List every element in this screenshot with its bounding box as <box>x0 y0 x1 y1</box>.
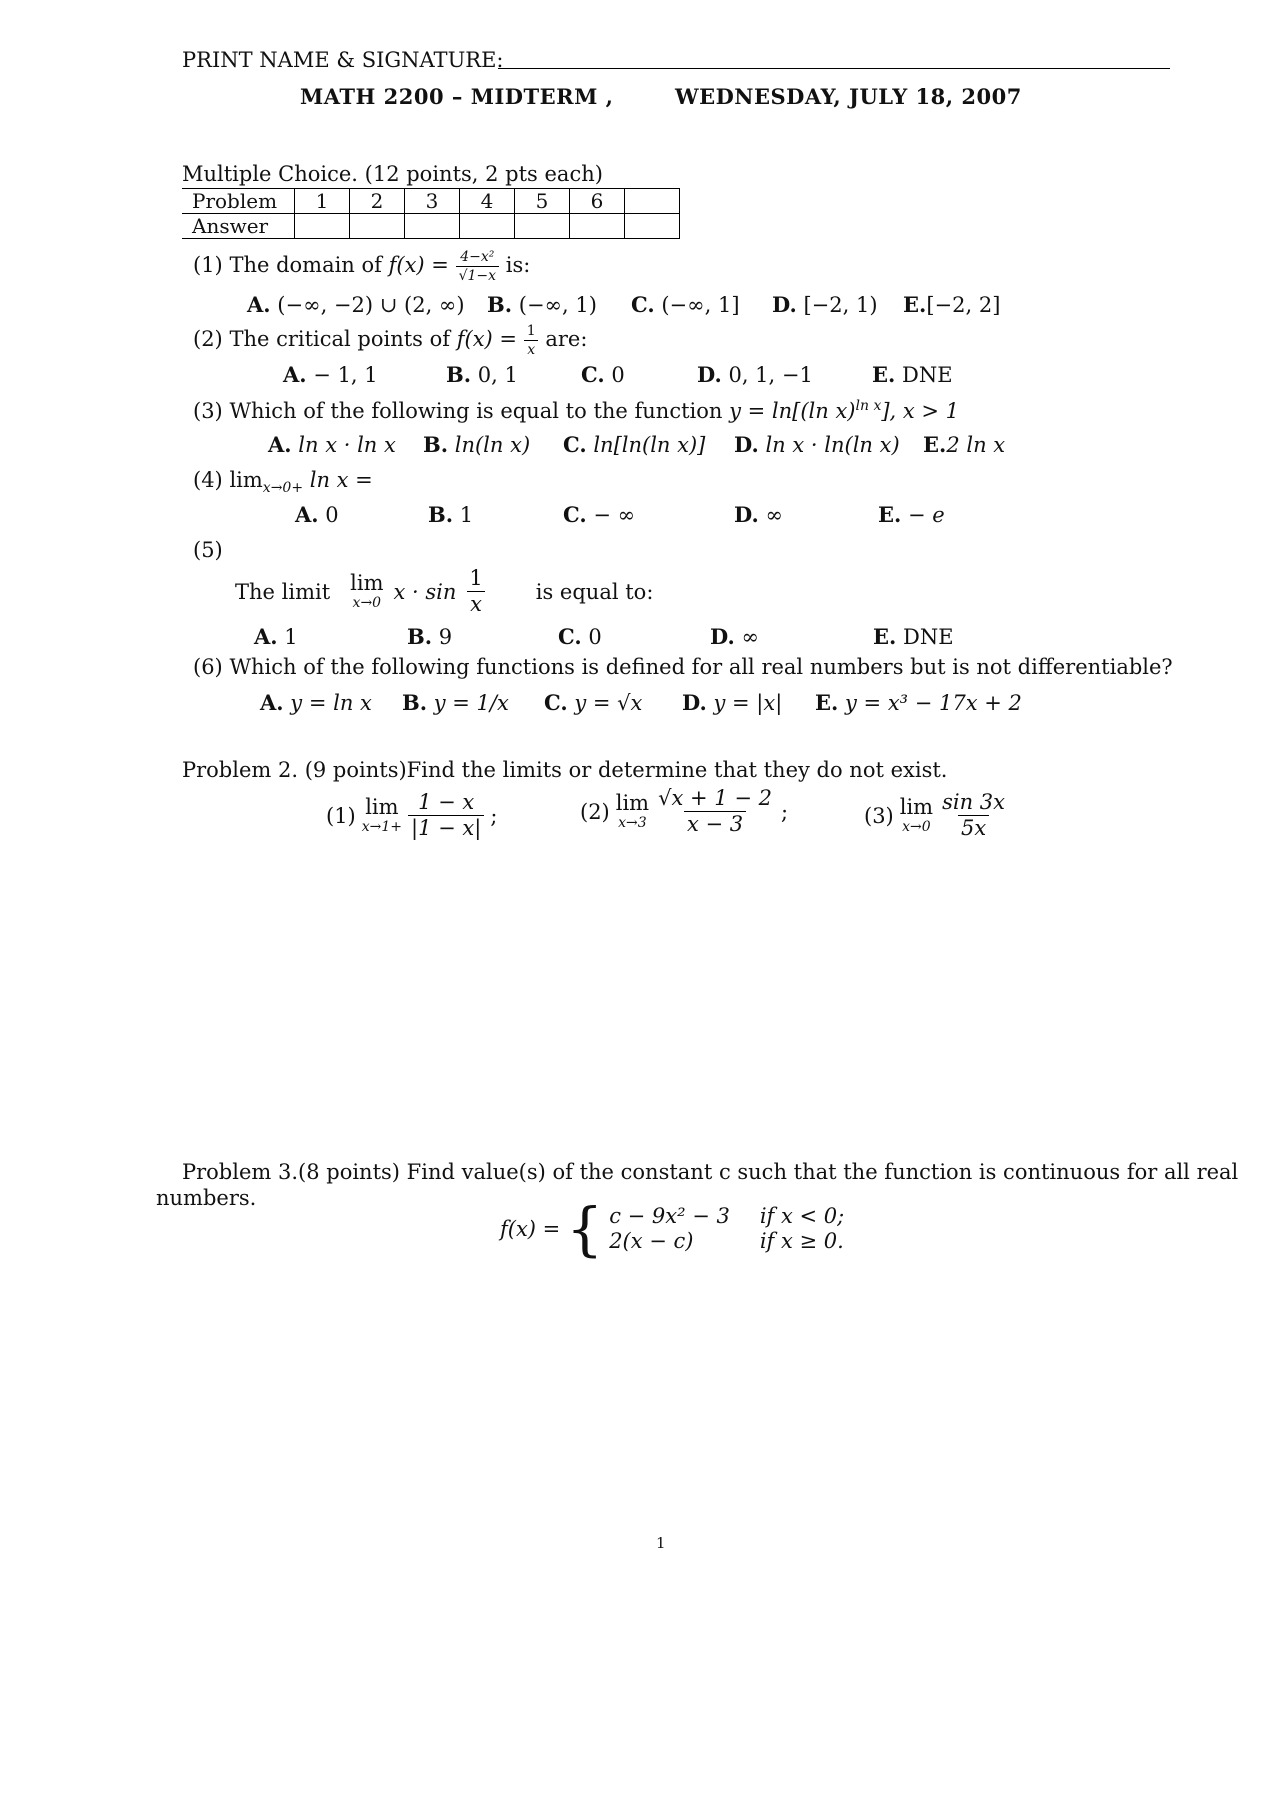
option-c[interactable] <box>563 502 635 527</box>
option-c[interactable] <box>563 432 705 457</box>
problem-2-part-3 <box>864 792 1008 839</box>
option-text: − ∞ <box>593 503 636 527</box>
option-a[interactable] <box>283 362 378 387</box>
fraction-numerator: √x + 1 − 2 <box>658 786 772 810</box>
limit-operator: lim x→3 <box>615 791 650 831</box>
problem-2-part-1 <box>326 792 497 839</box>
option-b[interactable] <box>428 502 473 527</box>
answer-cell[interactable] <box>570 214 625 239</box>
case-expression: 2(x − c) <box>609 1229 694 1253</box>
question-text: Which of the following is equal to the function <box>229 399 723 423</box>
cases-grid <box>609 1204 844 1254</box>
option-d[interactable] <box>772 292 878 317</box>
option-letter: A. <box>254 624 278 649</box>
fraction-denominator: |1 − x| <box>408 815 484 839</box>
fraction <box>939 792 1008 839</box>
question-4-stem <box>193 468 373 496</box>
question-number: (2) <box>193 327 223 351</box>
question-6-stem <box>193 655 1173 679</box>
option-d[interactable] <box>734 502 783 527</box>
option-d[interactable] <box>710 624 759 649</box>
option-letter: C. <box>544 690 568 715</box>
table-row-label: Problem <box>182 189 295 214</box>
option-letter: C. <box>563 432 587 457</box>
table-header-cell <box>625 189 680 214</box>
case-expression: c − 9x² − 3 <box>609 1203 730 1228</box>
option-b[interactable] <box>402 690 509 715</box>
course-title: MATH 2200 – MIDTERM , <box>300 84 614 109</box>
question-text: is equal to: <box>535 579 654 604</box>
piecewise-function <box>500 1195 845 1263</box>
problem-3-heading-cont: numbers. <box>156 1186 257 1210</box>
option-text: (−∞, 1) <box>518 293 597 317</box>
function-label: f(x) = <box>388 253 449 277</box>
option-letter: D. <box>710 624 735 649</box>
math-expression: y = ln[(ln x)$^{ln x}$], x > 1 <box>729 398 960 423</box>
option-a[interactable] <box>295 502 339 527</box>
problem-2-heading: Problem 2. (9 points)Find the limits or determine that they do not exist. <box>182 758 948 782</box>
option-text: y = ln x <box>290 691 372 715</box>
part-terminator: ; <box>780 799 789 824</box>
option-a[interactable] <box>268 432 396 457</box>
problem-2-part-2 <box>580 788 788 835</box>
option-text: ln(ln x) <box>454 433 531 457</box>
option-letter: D. <box>734 502 759 527</box>
option-text: 0, 1 <box>477 363 518 387</box>
option-text: [−2, 1) <box>803 293 878 317</box>
fraction <box>524 324 539 357</box>
option-c[interactable] <box>631 292 740 317</box>
option-text: ∞ <box>741 625 759 649</box>
option-letter: C. <box>563 502 587 527</box>
option-letter: B. <box>487 292 513 317</box>
option-text: (−∞, 1] <box>661 293 740 317</box>
option-letter: E. <box>878 502 902 527</box>
option-letter: B. <box>446 362 472 387</box>
question-text: are: <box>545 327 588 351</box>
option-letter: E. <box>923 432 947 457</box>
option-b[interactable] <box>407 624 452 649</box>
limit-operator: lim x→0 <box>350 571 384 611</box>
question-text: The domain of <box>229 253 382 277</box>
fraction-denominator: x <box>524 340 538 357</box>
option-b[interactable] <box>423 432 530 457</box>
option-text: DNE <box>903 625 954 649</box>
table-header-cell: 2 <box>350 189 405 214</box>
option-text: ln x · ln(ln x) <box>765 433 900 457</box>
option-letter: D. <box>772 292 797 317</box>
option-letter: C. <box>581 362 605 387</box>
table-header-cell: 4 <box>460 189 515 214</box>
table-header-cell: 1 <box>295 189 350 214</box>
answer-cell[interactable] <box>350 214 405 239</box>
fraction-numerator: 1 − x <box>418 790 475 814</box>
option-a[interactable] <box>254 624 298 649</box>
option-e[interactable] <box>903 292 1000 317</box>
fraction-denominator: x − 3 <box>684 811 746 835</box>
table-row <box>182 189 680 214</box>
limit-subscript: x→1+ <box>361 819 403 835</box>
math-expression: ln x = <box>309 468 373 492</box>
option-e[interactable] <box>873 624 954 649</box>
option-text: 0 <box>588 625 602 649</box>
option-d[interactable] <box>682 690 782 715</box>
left-brace: { <box>566 1195 604 1263</box>
option-letter: A. <box>283 362 307 387</box>
option-letter: D. <box>697 362 722 387</box>
option-a[interactable] <box>247 292 465 317</box>
option-letter: A. <box>260 690 284 715</box>
option-letter: A. <box>247 292 271 317</box>
option-text: 1 <box>284 625 298 649</box>
option-text: 2 ln x <box>946 433 1006 457</box>
fraction <box>408 792 484 839</box>
fraction <box>456 250 499 283</box>
limit-subscript: x→0 <box>902 819 931 835</box>
part-number: (2) <box>580 799 610 824</box>
exam-date: WEDNESDAY, JULY 18, 2007 <box>675 84 1022 109</box>
option-letter: B. <box>402 690 428 715</box>
option-letter: B. <box>428 502 454 527</box>
option-b[interactable] <box>446 362 518 387</box>
question-5-stem <box>235 568 653 615</box>
option-text: y = |x| <box>713 691 783 715</box>
option-letter: C. <box>558 624 582 649</box>
option-text: 0 <box>611 363 625 387</box>
option-letter: A. <box>268 432 292 457</box>
option-text: y = x³ − 17x + 2 <box>845 691 1022 715</box>
option-text: 0 <box>325 503 339 527</box>
page-number: 1 <box>656 1534 666 1552</box>
option-letter: A. <box>295 502 319 527</box>
limit-operator: lim x→0 <box>899 795 934 835</box>
fraction <box>655 788 775 835</box>
option-letter: E. <box>872 362 896 387</box>
answer-table <box>182 188 680 239</box>
option-c[interactable] <box>558 624 602 649</box>
limit-subscript: x→0+ <box>262 480 304 497</box>
option-letter: E. <box>815 690 839 715</box>
option-e[interactable] <box>878 502 945 527</box>
option-text: ln[ln(ln x)] <box>593 433 706 457</box>
math-expression: x · sin <box>393 579 457 604</box>
option-letter: B. <box>423 432 449 457</box>
option-letter: D. <box>682 690 707 715</box>
question-number: (5) <box>193 538 223 562</box>
option-e[interactable] <box>923 432 1005 457</box>
question-text: is: <box>505 253 531 277</box>
option-a[interactable] <box>260 690 372 715</box>
question-number: (3) <box>193 399 223 423</box>
option-letter: C. <box>631 292 655 317</box>
question-number: (4) <box>193 468 223 492</box>
option-e[interactable] <box>815 690 1022 715</box>
table-header-cell: 3 <box>405 189 460 214</box>
option-text: 9 <box>438 625 453 649</box>
fraction-denominator: x <box>467 591 485 615</box>
option-text: ln x · ln x <box>298 433 396 457</box>
fraction-numerator: 1 <box>526 323 536 339</box>
option-text: y = 1/x <box>433 691 509 715</box>
option-text: (−∞, −2) ∪ (2, ∞) <box>277 293 465 317</box>
question-number: (1) <box>193 253 223 277</box>
question-text: The limit <box>235 579 331 604</box>
problem-2-answer-area[interactable] <box>182 860 1172 1150</box>
function-label: f(x) = <box>500 1217 561 1241</box>
question-3-stem <box>193 398 959 423</box>
part-number: (3) <box>864 803 894 828</box>
option-b[interactable] <box>487 292 597 317</box>
print-name-label: PRINT NAME & SIGNATURE: <box>182 48 504 72</box>
option-c[interactable] <box>581 362 625 387</box>
table-header-cell: 6 <box>570 189 625 214</box>
option-c[interactable] <box>544 690 642 715</box>
function-label: f(x) = <box>456 327 518 351</box>
mc-heading: Multiple Choice. (12 points, 2 pts each) <box>182 162 603 186</box>
option-d[interactable] <box>734 432 900 457</box>
fraction-denominator: √1−x <box>456 266 499 283</box>
question-2-stem <box>193 324 587 357</box>
option-letter: E. <box>873 624 897 649</box>
fraction-numerator: sin 3x <box>942 790 1006 814</box>
question-number: (6) <box>193 655 223 679</box>
question-1-stem <box>193 250 530 283</box>
option-text: DNE <box>902 363 953 387</box>
option-text: 0, 1, −1 <box>728 363 813 387</box>
question-text: Which of the following functions is defined for all real numbers but is not differentiable? <box>229 655 1173 679</box>
table-row <box>182 214 680 239</box>
table-row-label: Answer <box>182 214 295 239</box>
case-condition: if x ≥ 0. <box>759 1229 844 1253</box>
option-text: − e <box>908 503 945 527</box>
part-terminator: ; <box>490 803 498 828</box>
question-text: The critical points of <box>229 327 451 351</box>
option-d[interactable] <box>697 362 813 387</box>
answer-cell[interactable] <box>295 214 350 239</box>
option-text: − 1, 1 <box>313 363 378 387</box>
fraction-numerator: 1 <box>469 566 483 590</box>
option-text: ∞ <box>765 503 783 527</box>
limit-subscript: x→0 <box>352 595 382 611</box>
limit-operator: lim x→1+ <box>361 795 403 835</box>
answer-cell[interactable] <box>460 214 515 239</box>
option-letter: E. <box>903 292 927 317</box>
option-text: [−2, 2] <box>926 293 1001 317</box>
limit-operator: lim <box>229 468 263 492</box>
option-letter: B. <box>407 624 433 649</box>
part-number: (1) <box>326 803 356 828</box>
answer-cell[interactable] <box>405 214 460 239</box>
case-condition: if x < 0; <box>759 1203 845 1228</box>
answer-cell[interactable] <box>625 214 680 239</box>
option-text: y = √x <box>574 691 643 715</box>
fraction <box>466 568 485 615</box>
option-e[interactable] <box>872 362 953 387</box>
fraction-denominator: 5x <box>958 815 989 839</box>
signature-line[interactable] <box>498 68 1170 69</box>
fraction-numerator: 4−x² <box>460 249 495 265</box>
option-letter: D. <box>734 432 759 457</box>
option-text: 1 <box>459 503 474 527</box>
answer-cell[interactable] <box>515 214 570 239</box>
limit-subscript: x→3 <box>618 815 647 831</box>
problem-3-heading: Problem 3.(8 points) Find value(s) of the constant c such that the function is continuous for all real <box>182 1160 1239 1184</box>
table-header-cell: 5 <box>515 189 570 214</box>
problem-3-answer-area[interactable] <box>182 1270 1172 1510</box>
